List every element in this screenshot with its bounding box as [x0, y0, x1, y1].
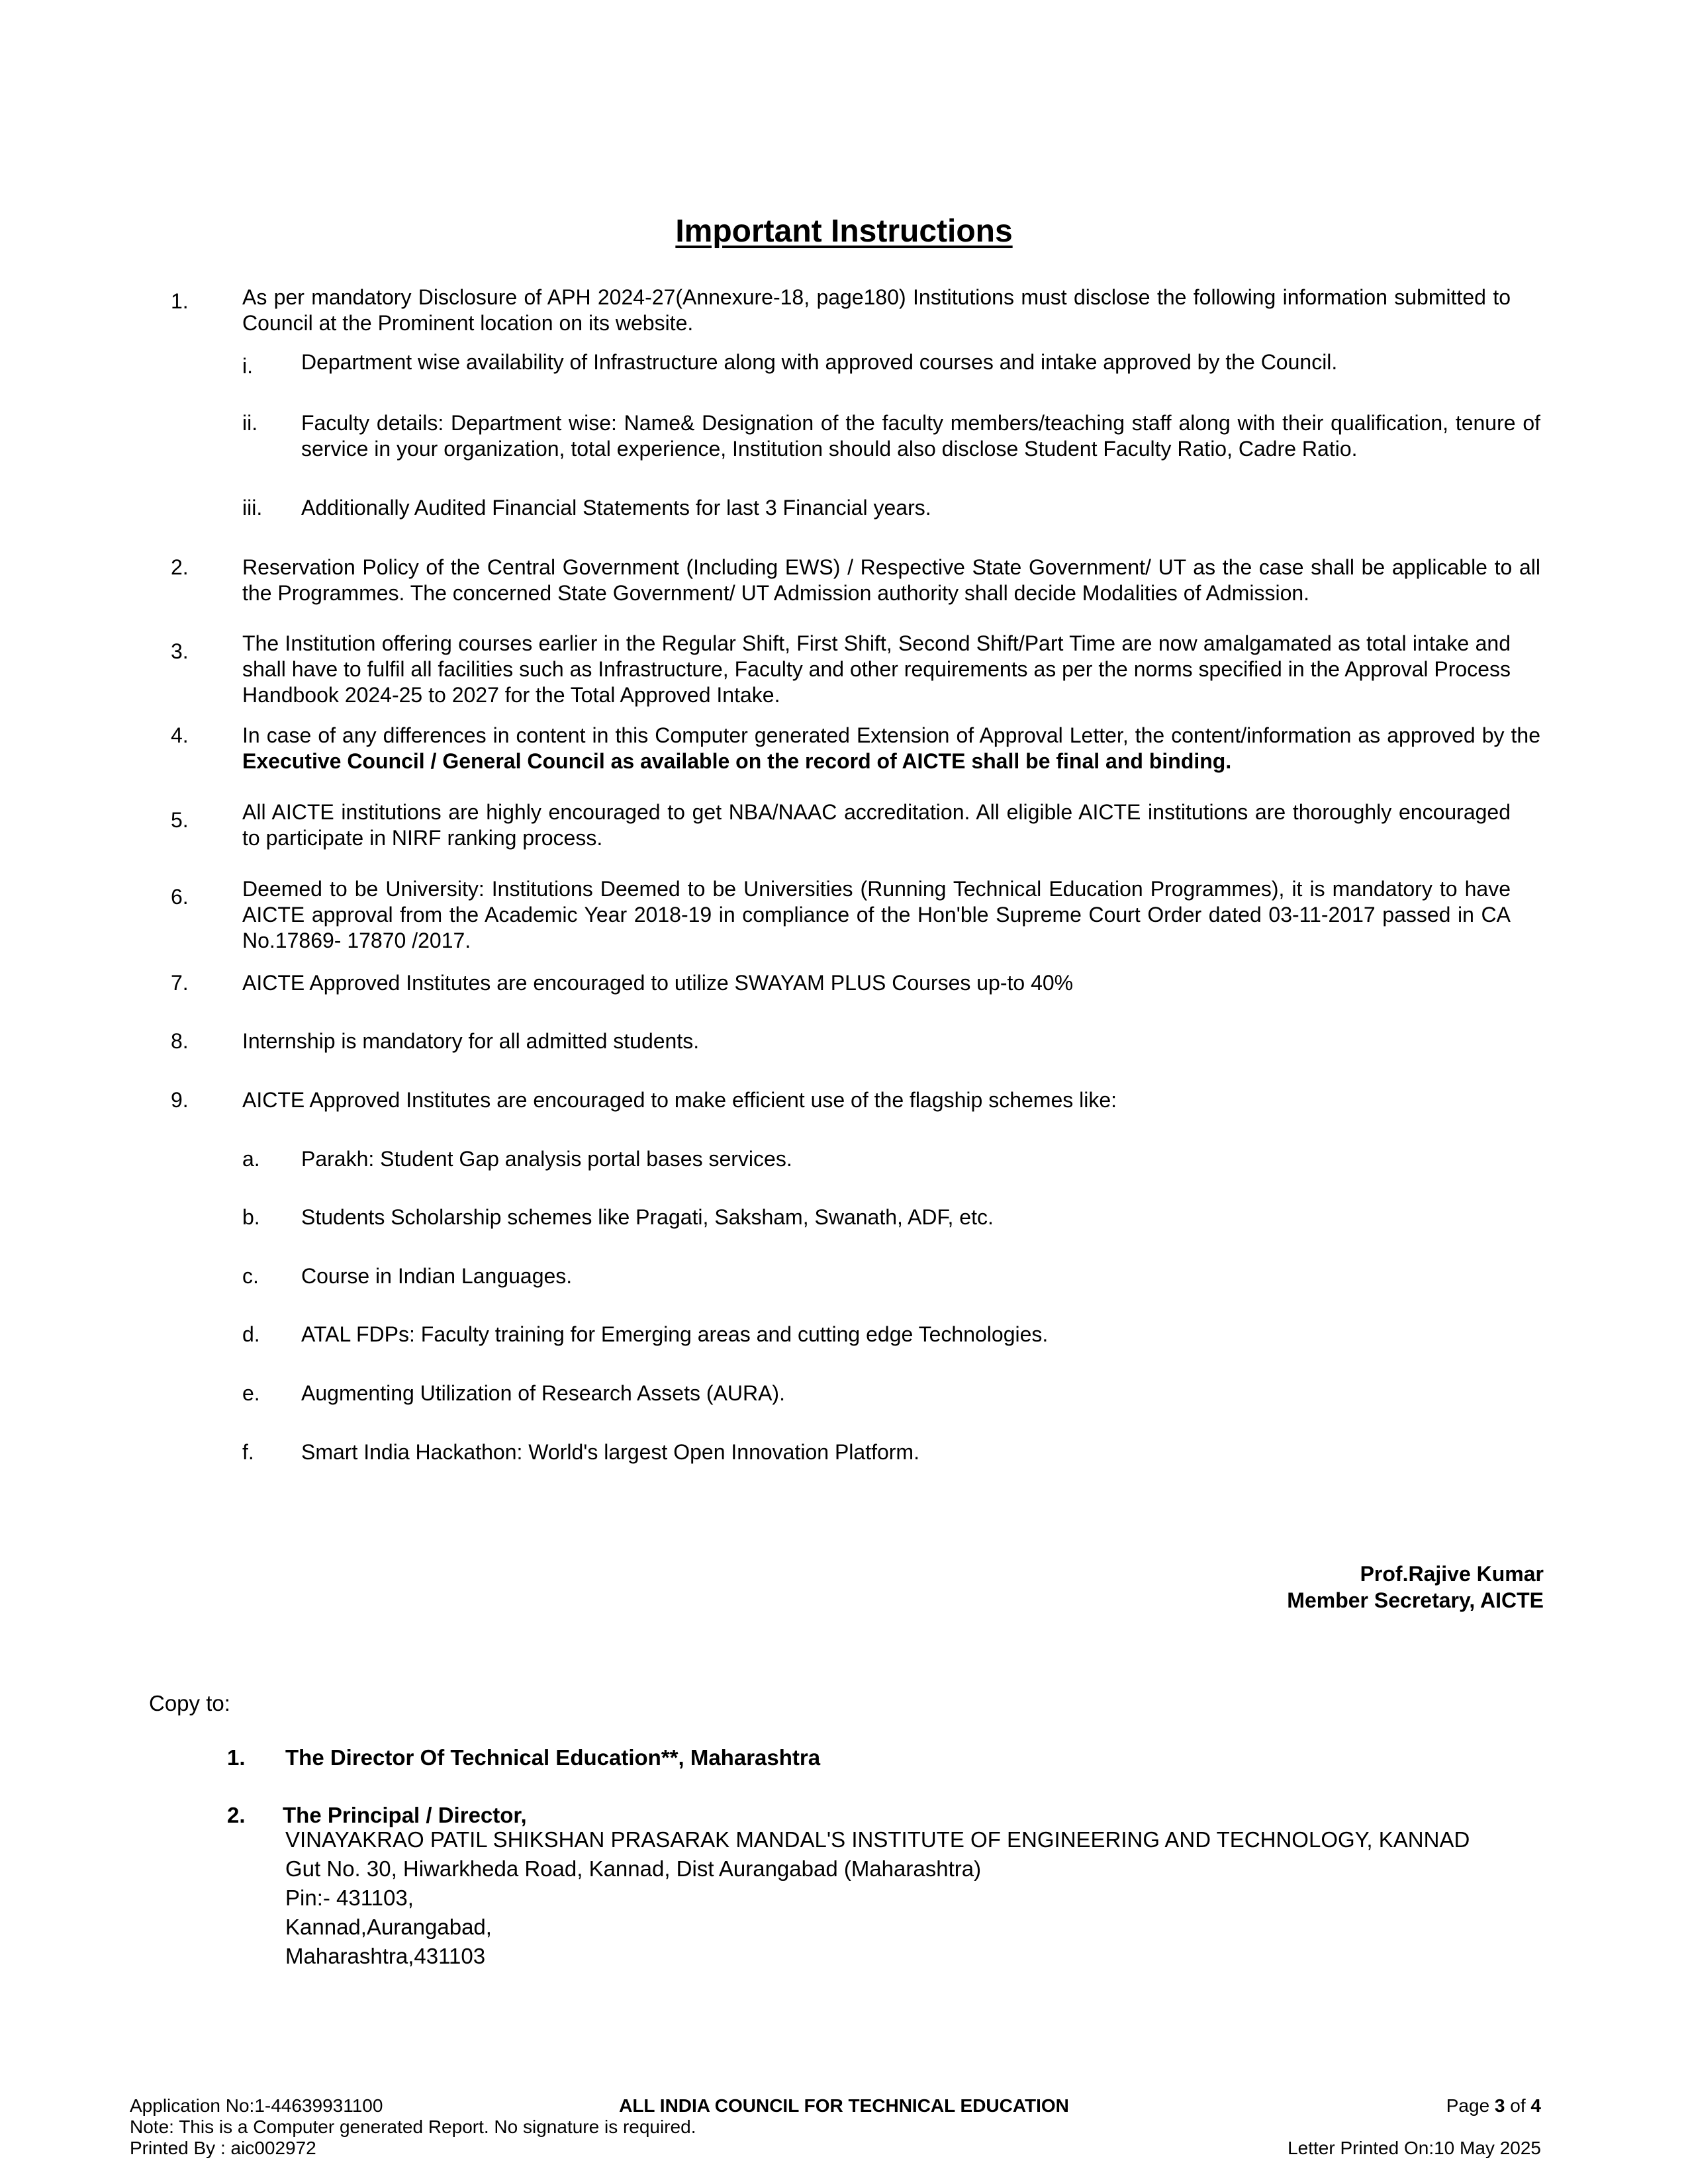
copy-to-recipient: The Director Of Technical Education**, Maharashtra — [285, 1745, 821, 1770]
sub-item-text: Course in Indian Languages. — [301, 1264, 573, 1288]
copy-to-number: 2. — [227, 1803, 246, 1827]
item-number: 3. — [171, 639, 189, 663]
signature-block — [1287, 1561, 1544, 1614]
item-number: 1. — [171, 289, 189, 313]
item-text: All AICTE institutions are highly encouraged to get NBA/NAAC accreditation. All eligible AICTE institutions are thoroughly encouraged to participate in NIRF ranking process. — [242, 800, 1511, 850]
page-title: Important Instructions — [675, 214, 1013, 249]
item-text: Internship is mandatory for all admitted students. — [242, 1029, 700, 1053]
footer-note: Note: This is a Computer generated Report. No signature is required. — [130, 2116, 696, 2137]
item-number: 7. — [171, 971, 189, 995]
item-text: Reservation Policy of the Central Government (Including EWS) / Respective State Government/ UT as the case shall be applicable to all the Programmes. The concerned State Government/ UT Admission authority shall decide Modalities of Admission. — [242, 555, 1540, 605]
copy-to-recipient: The Principal / Director, — [283, 1803, 527, 1827]
recipient-address — [285, 1825, 1470, 1971]
item-text: AICTE Approved Institutes are encouraged to utilize SWAYAM PLUS Courses up-to 40% — [242, 971, 1074, 995]
sub-item-number: i. — [242, 354, 253, 378]
item-number: 6. — [171, 885, 189, 909]
sub-item-text: Students Scholarship schemes like Pragati, Saksham, Swanath, ADF, etc. — [301, 1205, 994, 1229]
sub-item-text: Augmenting Utilization of Research Assets (AURA). — [301, 1381, 785, 1405]
item-text-plain: In case of any differences in content in this Computer generated Extension of Approval Letter, the content/information as approved by the — [242, 723, 1540, 747]
application-number: Application No:1-44639931100 — [130, 2095, 383, 2116]
item-number: 9. — [171, 1088, 189, 1112]
footer-council-name: ALL INDIA COUNCIL FOR TECHNICAL EDUCATION — [619, 2095, 1069, 2116]
item-text — [242, 723, 1540, 774]
item-text-bold: Executive Council / General Council as available on the record of AICTE shall be final and binding. — [242, 749, 1232, 773]
item-number: 4. — [171, 723, 189, 747]
copy-to-label: Copy to: — [149, 1691, 230, 1715]
page-current: 3 — [1494, 2095, 1505, 2116]
page-prefix: Page — [1446, 2095, 1495, 2116]
signatory-name: Prof.Rajive Kumar — [1360, 1562, 1544, 1586]
sub-item-number: e. — [242, 1381, 260, 1405]
sub-item-text: Department wise availability of Infrastructure along with approved courses and intake approved by the Council. — [301, 350, 1338, 374]
sub-item-number: d. — [242, 1322, 260, 1346]
item-text: Deemed to be University: Institutions Deemed to be Universities (Running Technical Education Programmes), it is mandatory to have AICTE approval from the Academic Year 2018-19 in compliance of the Hon'ble Supreme Court Order dated 03-11-2017 passed in CA No.17869- 17870 /2017. — [242, 877, 1511, 952]
sub-item-number: f. — [242, 1440, 254, 1464]
address-line: VINAYAKRAO PATIL SHIKSHAN PRASARAK MANDAL'S INSTITUTE OF ENGINEERING AND TECHNOLOGY, KANNAD — [285, 1827, 1470, 1852]
printed-by: Printed By : aic002972 — [130, 2138, 316, 2158]
item-number: 8. — [171, 1029, 189, 1053]
item-number: 2. — [171, 555, 189, 579]
sub-item-text: Additionally Audited Financial Statements for last 3 Financial years. — [301, 496, 931, 520]
sub-item-number: b. — [242, 1205, 260, 1229]
signatory-designation: Member Secretary, AICTE — [1287, 1588, 1544, 1612]
sub-item-number: a. — [242, 1147, 260, 1171]
page-total: 4 — [1530, 2095, 1541, 2116]
address-line: Gut No. 30, Hiwarkheda Road, Kannad, Dist Aurangabad (Maharashtra) — [285, 1856, 982, 1881]
page-of: of — [1505, 2095, 1531, 2116]
item-text: AICTE Approved Institutes are encouraged to make efficient use of the flagship schemes like: — [242, 1088, 1117, 1112]
sub-item-number: ii. — [242, 411, 258, 435]
printed-on: Letter Printed On:10 May 2025 — [1288, 2138, 1541, 2158]
item-text: As per mandatory Disclosure of APH 2024-27(Annexure-18, page180) Institutions must disclose the following information submitted to Council at the Prominent location on its website. — [242, 285, 1511, 335]
address-line: Kannad,Aurangabad, — [285, 1915, 492, 1939]
page-number — [1446, 2095, 1541, 2116]
item-text: The Institution offering courses earlier in the Regular Shift, First Shift, Second Shift/Part Time are now amalgamated as total intake and shall have to fulfil all facilities such as Infrastructure, Faculty and other requirements as per the norms specified in the Approval Process Handbook 2024-25 to 2027 for the Total Approved Intake. — [242, 631, 1511, 707]
address-line: Pin:- 431103, — [285, 1886, 414, 1910]
sub-item-text: Faculty details: Department wise: Name& Designation of the faculty members/teaching staff along with their qualification, tenure of service in your organization, total experience, Institution should also disclose Student Faculty Ratio, Cadre Ratio. — [301, 411, 1540, 461]
sub-item-text: Parakh: Student Gap analysis portal bases services. — [301, 1147, 792, 1171]
sub-item-number: iii. — [242, 496, 263, 520]
copy-to-number: 1. — [227, 1745, 246, 1770]
sub-item-number: c. — [242, 1264, 259, 1288]
sub-item-text: ATAL FDPs: Faculty training for Emerging areas and cutting edge Technologies. — [301, 1322, 1049, 1346]
item-number: 5. — [171, 808, 189, 832]
address-line: Maharashtra,431103 — [285, 1944, 486, 1968]
sub-item-text: Smart India Hackathon: World's largest Open Innovation Platform. — [301, 1440, 919, 1464]
